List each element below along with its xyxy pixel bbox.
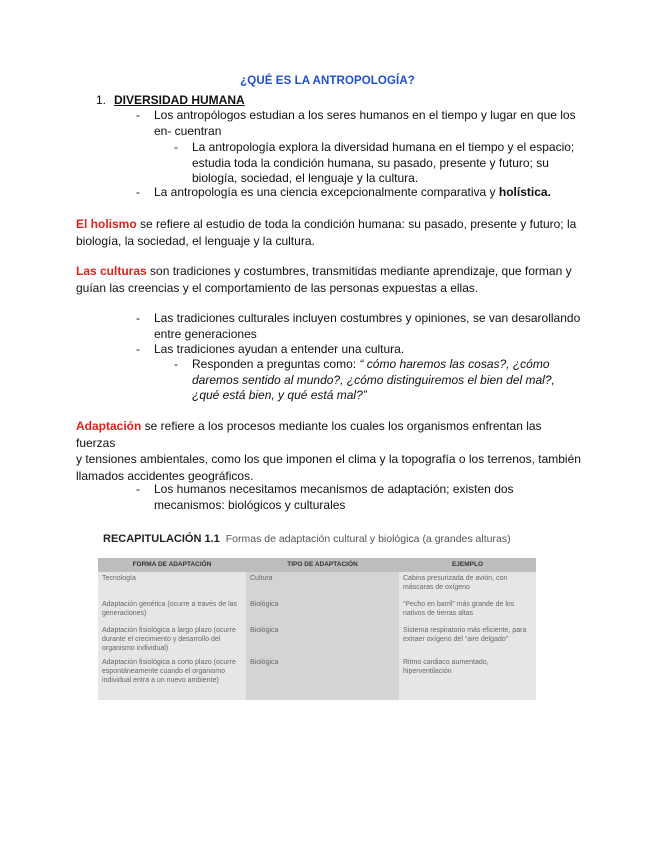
sub-list-item: - La antropología explora la diversidad humana en el tiempo y el espacio; estudia toda la condición humana, su pasado, presente y futuro; su biología, sociedad, el lenguaje y la cultura. <box>174 140 575 185</box>
paragraph-text: y tensiones ambientales, como los que imponen el clima y la topografía o los terrenos, también <box>76 452 581 466</box>
column-header: FORMA DE ADAPTACIÓN <box>98 558 246 572</box>
list-item-text: estudia toda la condición humana, su pasado, presente y futuro; su <box>192 155 549 170</box>
list-item-text: Las tradiciones culturales incluyen costumbres y opiniones, se van desarollando <box>154 311 581 325</box>
table-cell: Sistema respiratorio más eficiente, para extraer oxígeno del “aire delgado” <box>399 624 536 656</box>
list-item-text: biología, sociedad, el lenguaje y la cultura. <box>192 171 419 185</box>
paragraph-text: se refiere a los procesos mediante los cuales los organismos enfrentan las fuerzas <box>76 419 542 450</box>
column-header: TIPO DE ADAPTACIÓN <box>246 558 399 572</box>
question-text: “ cómo haremos las cosas?, ¿cómo <box>359 357 550 371</box>
list-item: - Los humanos necesitamos mecanismos de adaptación; existen dos mecanismos: biológicos y culturales <box>136 482 514 512</box>
table-row <box>98 572 536 598</box>
list-item: - Las tradiciones ayudan a entender una cultura. <box>136 342 405 356</box>
holismo-paragraph <box>76 216 581 249</box>
term-culturas: Las culturas <box>76 264 147 278</box>
section-number: 1. <box>96 93 107 107</box>
paragraph-text: biología, la sociedad, el lenguaje y la cultura. <box>76 233 315 248</box>
list-item: - Los antropólogos estudian a los seres humanos en el tiempo y lugar en que los en- cuentran <box>136 108 576 138</box>
culturas-paragraph <box>76 263 581 296</box>
paragraph-text: son tradiciones y costumbres, transmitidas mediante aprendizaje, que forman y <box>146 264 572 278</box>
term-holismo: El holismo <box>76 217 137 231</box>
list-item-text: mecanismos: biológicos y culturales <box>154 497 346 512</box>
section-heading <box>96 93 245 107</box>
list-item-text: Los antropólogos estudian a los seres humanos en el tiempo y lugar en que los <box>154 108 576 122</box>
list-item-text: La antropología explora la diversidad humana en el tiempo y el espacio; <box>192 140 575 154</box>
table-row <box>98 656 536 700</box>
list-item-text: Las tradiciones ayudan a entender una cultura. <box>154 342 405 356</box>
table-cell: Cabina presurizada de avión, con máscaras de oxígeno <box>399 572 536 598</box>
list-item: - La antropología es una ciencia excepcionalmente comparativa y holística. <box>136 185 551 199</box>
table-cell: Biológica <box>246 598 399 624</box>
list-item-bold: holística. <box>498 185 551 199</box>
question-text: ¿qué está bien, y qué está mal?” <box>192 388 367 402</box>
recap-table <box>98 558 536 700</box>
list-item-text: en- cuentran <box>154 123 222 138</box>
list-item-text: entre generaciones <box>154 326 257 341</box>
column-header: EJEMPLO <box>399 558 536 572</box>
paragraph-text: se refiere al estudio de toda la condición humana: su pasado, presente y futuro; la <box>136 217 577 231</box>
list-item: - Las tradiciones culturales incluyen costumbres y opiniones, se van desarollando entre generaciones <box>136 311 581 341</box>
table-cell: Ritmo cardiaco aumentado, hiperventilación <box>399 656 536 700</box>
adaptacion-paragraph <box>76 418 581 484</box>
recap-title: RECAPITULACIÓN 1.1 <box>103 533 220 545</box>
sub-list-item: - Responden a preguntas como: “ cómo haremos las cosas?, ¿cómo daremos sentido al mundo?, ¿cómo distinguiremos el bien del mal?, ¿qué está bien, y qué está mal?” <box>174 357 555 402</box>
question-text: daremos sentido al mundo?, ¿cómo distinguiremos el bien del mal?, <box>192 372 555 387</box>
table-cell: Biológica <box>246 656 399 700</box>
section-heading-text: DIVERSIDAD HUMANA <box>114 93 245 107</box>
recap-subtitle: Formas de adaptación cultural y biológica (a grandes alturas) <box>225 533 511 545</box>
table-cell: “Pecho en barril” más grande de los nativos de tierras altas <box>399 598 536 624</box>
recap-caption <box>103 533 511 545</box>
table-cell: Biológica <box>246 624 399 656</box>
table-cell: Tecnología <box>98 572 246 598</box>
paragraph-text: guían las creencias y el comportamiento de las personas expuestas a ellas. <box>76 280 479 295</box>
table-row <box>98 598 536 624</box>
paragraph-text: llamados accidentes geográficos. <box>76 468 254 483</box>
table-cell: Cultura <box>246 572 399 598</box>
table-row <box>98 624 536 656</box>
list-item-text: La antropología es una ciencia excepcionalmente comparativa y <box>154 185 499 199</box>
term-adaptacion: Adaptación <box>76 419 142 433</box>
table-cell: Adaptación fisiológica a largo plazo (ocurre durante el crecimiento y desarrollo del organismo individual) <box>98 624 246 656</box>
list-item-text: Responden a preguntas como: <box>192 357 360 371</box>
table-cell: Adaptación genética (ocurre a través de las generaciones) <box>98 598 246 624</box>
table-cell: Adaptación fisiológica a corto plazo (ocurre espontáneamente cuando el organismo individual entra a un nuevo ambiente) <box>98 656 246 700</box>
page-title: ¿QUÉ ES LA ANTROPOLOGÍA? <box>240 75 415 87</box>
list-item-text: Los humanos necesitamos mecanismos de adaptación; existen dos <box>154 482 514 496</box>
table-header-row <box>98 558 536 572</box>
